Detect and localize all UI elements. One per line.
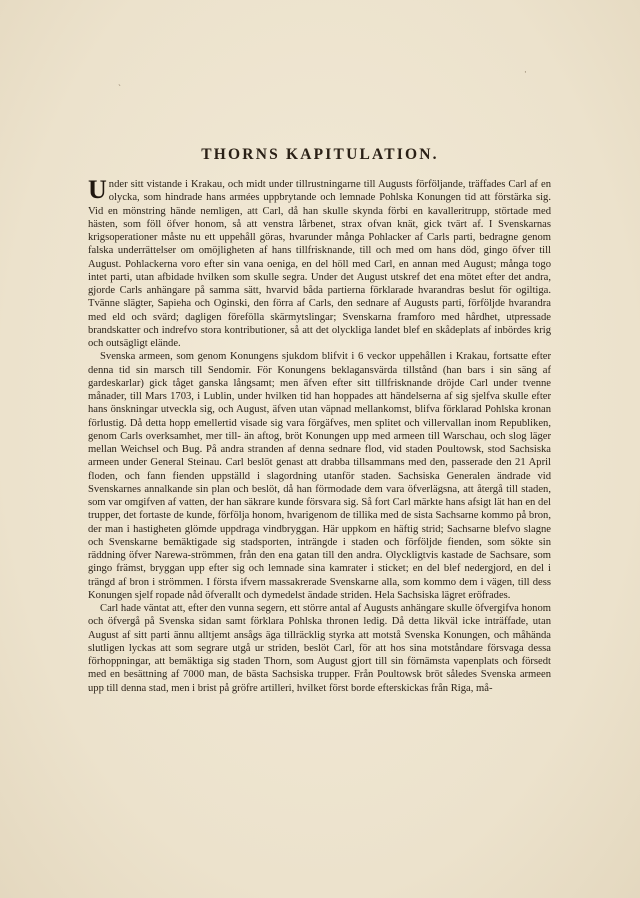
corner-mark-left: ˎ — [118, 77, 121, 87]
paragraph-1-text: nder sitt vistande i Krakau, och midt under tillrustningarne till Augusts förföljande, träffades Carl af en olycka, som hindrade hans armées uppbrytande och lemnade Pohlska Konungen tid att förstärka sig. Vid en mönstring hände nemligen, att Carl, då han skulle skynda förbi en kavalleritrupp, störtade med hästen, som föll öfver honom, så att venstra lårbenet, strax ofvan knät, gick tvärt af. I Svenskarnas krigsoperationer måste nu ett uppehåll göras, hvarunder många Pohlacker af Carls parti, bedragne genom falska underrättelser om omöjligheten af hans tillfrisknande, till och med om hans död, gingo öfver till August. Pohlackerna voro efter sin vana oeniga, en del höll med Carl, en annan med August; många togo intet parti, utan afbidade hvilken som skulle segra. Under det August utskref det ena mötet efter det andra, gjorde Carls anhängare på samma sätt, hvarvid båda partierna förklarade hvarandras beslut för ogiltiga. Tvänne slägter, Sapieha och Oginski, den förra af Carls, den sednare af Augusts parti, förföljde hvarandra med eld och svärd; dagligen förefölla skärmytslingar; Svenskarna framforo med hårdhet, utpressade brandskatter och indrefvo stora kontributioner, så att det olyckliga landet blef en skådeplats af inbördes krig och outsägligt elände. — [88, 179, 551, 349]
paragraph-2: Svenska armeen, som genom Konungens sjukdom blifvit i 6 veckor uppehållen i Krakau, fortsatte efter denna tid sin marsch till Sendomir. För Konungens beklagansvärda tillstånd (han bars i sin säng af gardeskarlar) gick tåget ganska långsamt; men äfven efter sitt tillfrisknande dröjde Carl under tvenne månader, till Mars 1703, i Lublin, under hvilken tid han hoppades att händelserna af sig sjelfva skulle efter hans önskningar utveckla sig, och August, äfven utan väpnad mellankomst, blifva förklarad Pohlska kronan förlustig. Då detta hopp emellertid visade sig vara förgäfves, men splitet och villervallan inom Republiken, genom Carls overksamhet, mer till- än aftog, bröt Konungen upp med armeen till Warschau, och slog läger mellan Weichsel och Bug. På andra stranden af denna sednare flod, vid staden Poultowsk, stod Sachsiska armeen under General Steinau. Carl beslöt genast att drabba tillsammans med den, passerade den 21 April floden, och fann fienden uppställd i slagordning utanför staden. Sachsiska Generalen ändrade vid Svenskarnes annalkande sin plan och beslöt, då han förmodade dem vara öfverlägsna, att återgå till staden, som var omgifven af vatten, der han säkrare kunde försvara sig. Så fort Carl märkte hans afsigt lät han en del trupper, det fortaste de kunde, förfölja honom, hvarigenom de tillika med de sista Sachsarne kommo på bron, der man i hastigheten glömde uppdraga vindbryggan. Här uppkom en häftig strid; Sachsarne blefvo slagne och Svenskarne bemäktigade sig stadsporten, inträngde i staden och förföljde fienden, som sökte sin räddning öfver Narewa-strömmen, från den ena gatan till den andra. Olyckligtvis kastade de Sachsare, som gingo främst, bryggan upp efter sig och lemnade sina kamrater i sticket; en del blef nedergjord, en del i trängd af bron i strömmen. I första ifvern massakrerade Svenskarne alla, som kommo dem i vägen, till dess Konungen sjelf ropade nåd öfverallt och dymedelst ändade striden. Hela Sachsiska lägret eröfrades. — [88, 351, 551, 601]
drop-cap-letter: U — [88, 178, 107, 204]
paragraph-1 — [88, 178, 551, 350]
paragraph-3: Carl hade väntat att, efter den vunna segern, ett större antal af Augusts anhängare skulle öfvergifva honom och öfvergå på Svenska sidan samt förklara Pohlska thronen ledig. Då detta likväl icke inträffade, utan August af sitt parti ännu alltjemt ansågs äga tillräcklig styrka att motstå Svenska Konungen, och måhända slutligen lyckas att som segrare utgå ur striden, beslöt Carl, för att hos sina motståndare försvaga dessa förhoppningar, att bemäktiga sig staden Thorn, som August gjort till sin förnämsta vapenplats och försedt med en besättning af 7000 man, de bästa Sachsiska trupper. Från Poultowsk bröt således Svenska armeen upp till denna stad, men i brist på gröfre artilleri, hvilket först borde efterskickas från Riga, må- — [88, 603, 551, 694]
corner-mark-right: · — [524, 68, 527, 78]
page-title: THORNS KAPITULATION. — [201, 146, 439, 163]
body-text — [88, 178, 551, 788]
